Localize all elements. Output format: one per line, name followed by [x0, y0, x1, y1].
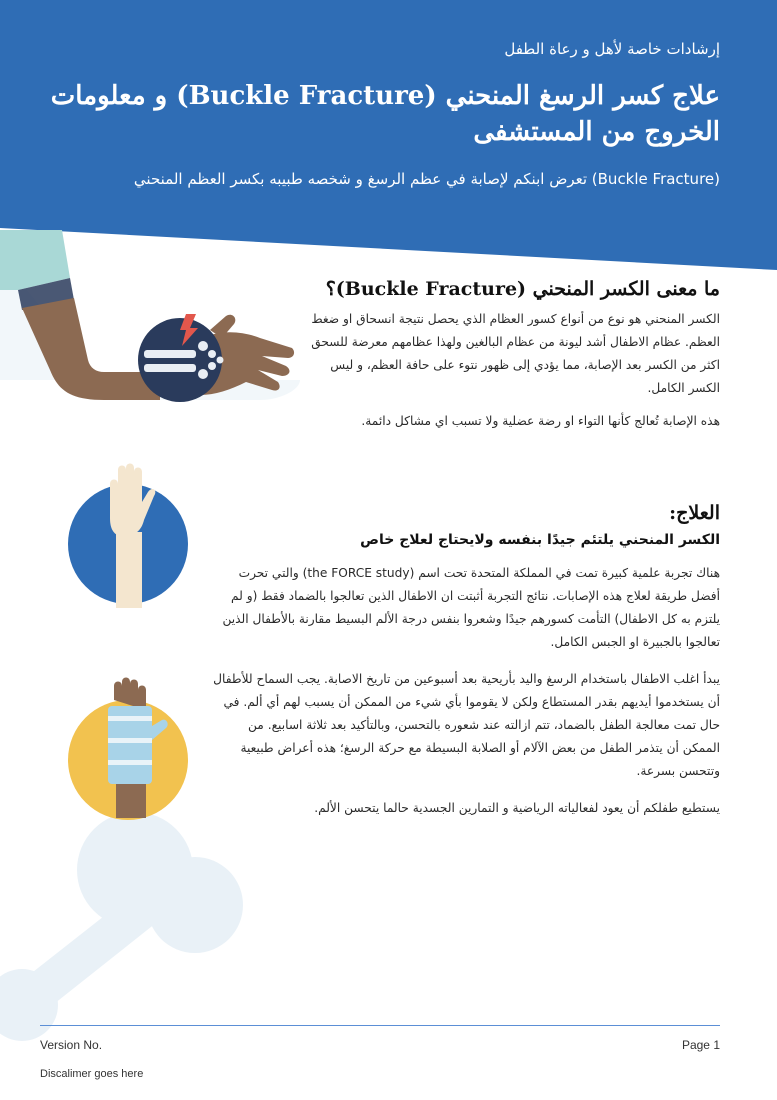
raised-hand-icon [66, 462, 194, 610]
arm-xray-icon [0, 230, 300, 410]
footer-disclaimer: Discalimer goes here [40, 1068, 144, 1080]
section-treatment-para-1: هناك تجربة علمية كبيرة تمت في المملكة المتحدة تحت اسم (the FORCE study) والتي تحرت أفضل طريقة لعلاج هذه الإصابات. نتائج التجربة أثبتت ان الاطفال الذين تعالجوا بالضماد فقط (و لم يلتزم به كل الاطفال) التأمت كسورهم جيدًا وشعروا بنفس درجة الألم البسيط مقارنة بالأطفال الذين تعالجوا بالجبيرة او الجبس الكامل. [222, 566, 720, 649]
section-treatment-heading: العلاج: [669, 502, 720, 524]
section-what-is [298, 278, 720, 433]
section-what-para-1: الكسر المنحني هو نوع من أنواع كسور العظام الذي يحصل نتيجة انسحاق او ضغط العظم. عظام الاطفال أشد ليونة من عظام البالغين ولهذا عظامهم معرضة للسحق اكثر من الكسر بعد الإصابة، مما يؤدي إلى ظهور نتوء على حافة العظم، و ليس الكسر الكامل. [311, 312, 720, 395]
bandaged-hand-icon [66, 676, 194, 822]
footer-page-number: Page 1 [681, 1038, 720, 1052]
section-what-para-2: هذه الإصابة تُعالج كأنها التواء او رضة عضلية ولا تسبب اي مشاكل دائمة. [361, 414, 720, 428]
section-treatment [212, 502, 720, 820]
header-kicker: إرشادات خاصة لأهل و رعاة الطفل [504, 40, 720, 58]
section-treatment-para-3: يستطيع طفلكم أن يعود لفعالياته الرياضية و التمارين الجسدية حالما يتحسن الألم. [314, 801, 720, 815]
section-what-heading: ما معنى الكسر المنحني (Buckle Fracture)؟ [325, 278, 720, 300]
page-title: علاج كسر الرسغ المنحني (Buckle Fracture) و معلومات الخروج من المستشفى [50, 81, 720, 147]
footer-divider [40, 1025, 720, 1026]
section-treatment-para-2: يبدأ اغلب الاطفال باستخدام الرسغ واليد بأريحية بعد أسبوعين من تاريخ الاصابة. يجب السماح للأطفال أن يستخدموا أيديهم بقدر المستطاع ولكن لا يقوموا بأي شيء من الممكن أن يسبب لهم أي ألم. في حال تمت معالجة الطفل بالضماد، تتم ازالته عند شعوره بالتحسن، وبالتأكيد بعد ثلاثة اسابيع. من الممكن أن يتذمر الطفل من بعض الآلام أو الصلابة البسيطة مع حركة الرسغ؛ هذه أعراض طبيعية وتتحسن بسرعة. [213, 672, 720, 778]
section-treatment-subheading: الكسر المنحني يلتئم جيدًا بنفسه ولايحتاج لعلاج خاص [360, 532, 720, 548]
header-subtitle: (Buckle Fracture) تعرض ابنكم لإصابة في عظم الرسغ و شخصه طبيبه بكسر العظم المنحني [133, 170, 720, 188]
footer-version: Version No. [40, 1038, 103, 1052]
